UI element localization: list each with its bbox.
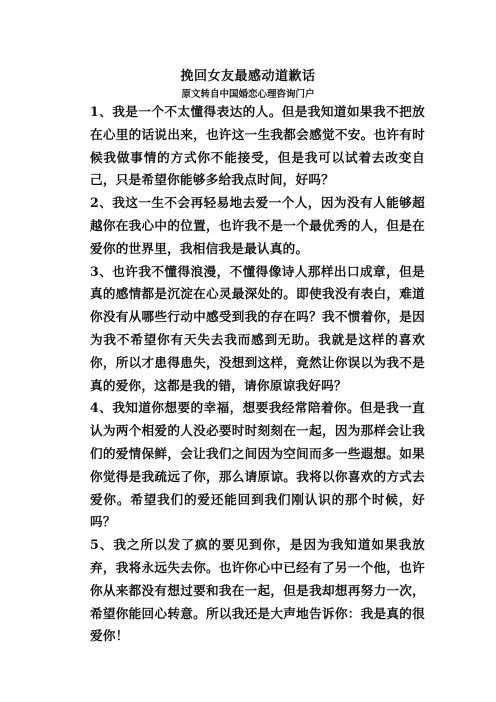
document-body xyxy=(90,101,425,648)
paragraph-1: 1、我是一个不太懂得表达的人。但是我知道如果我不把放在心里的话说出来，也许这一生我都会感觉不安。也许有时候我做事情的方式你不能接受，但是我可以试着去改变自己，只是希望你能够多给我点时间，好吗？ xyxy=(90,104,425,188)
paragraph-3: 3、也许我不懂得浪漫，不懂得像诗人那样出口成章，但是真的感情都是沉淀在心灵最深处的。即使我没有表白，难道你没有从哪些行动中感受到我的存在吗？我不惯着你，是因为我不希望你有天失去我而感到无助。我就是这样的喜欢你，所以才患得患失，没想到这样，竟然让你误以为我不是真的爱你，这都是我的错，请你原谅我好吗？ xyxy=(90,263,425,393)
document-source-line: 原文转自中国婚恋心理咨询门户 xyxy=(181,89,315,100)
paragraph-2: 2、我这一生不会再轻易地去爱一个人，因为没有人能够超越你在我心中的位置，也许我不是一个最优秀的人，但是在爱你的世界里，我相信我是最认真的。 xyxy=(90,195,425,256)
document-title: 挽回女友最感动道歉话 xyxy=(180,69,316,84)
paragraph-5: 5、我之所以发了疯的要见到你，是因为我知道如果我放弃，我将永远失去你。也许你心中已经有了另一个他，也许你从来都没有想过要和我在一起，但是我却想再努力一次，希望你能回心转意。所以我还是大声地告诉你：我是真的很爱你！ xyxy=(90,537,425,644)
paragraph-4: 4、我知道你想要的幸福，想要我经常陪着你。但是我一直认为两个相爱的人没必要时时刻刻在一起，因为那样会让我们的爱情保鲜，会让我们之间因为空间而多一些遐想。如果你觉得是我疏远了你，那么请原谅。我将以你喜欢的方式去爱你。希望我们的爱还能回到我们刚认识的那个时候，好吗？ xyxy=(90,400,425,530)
